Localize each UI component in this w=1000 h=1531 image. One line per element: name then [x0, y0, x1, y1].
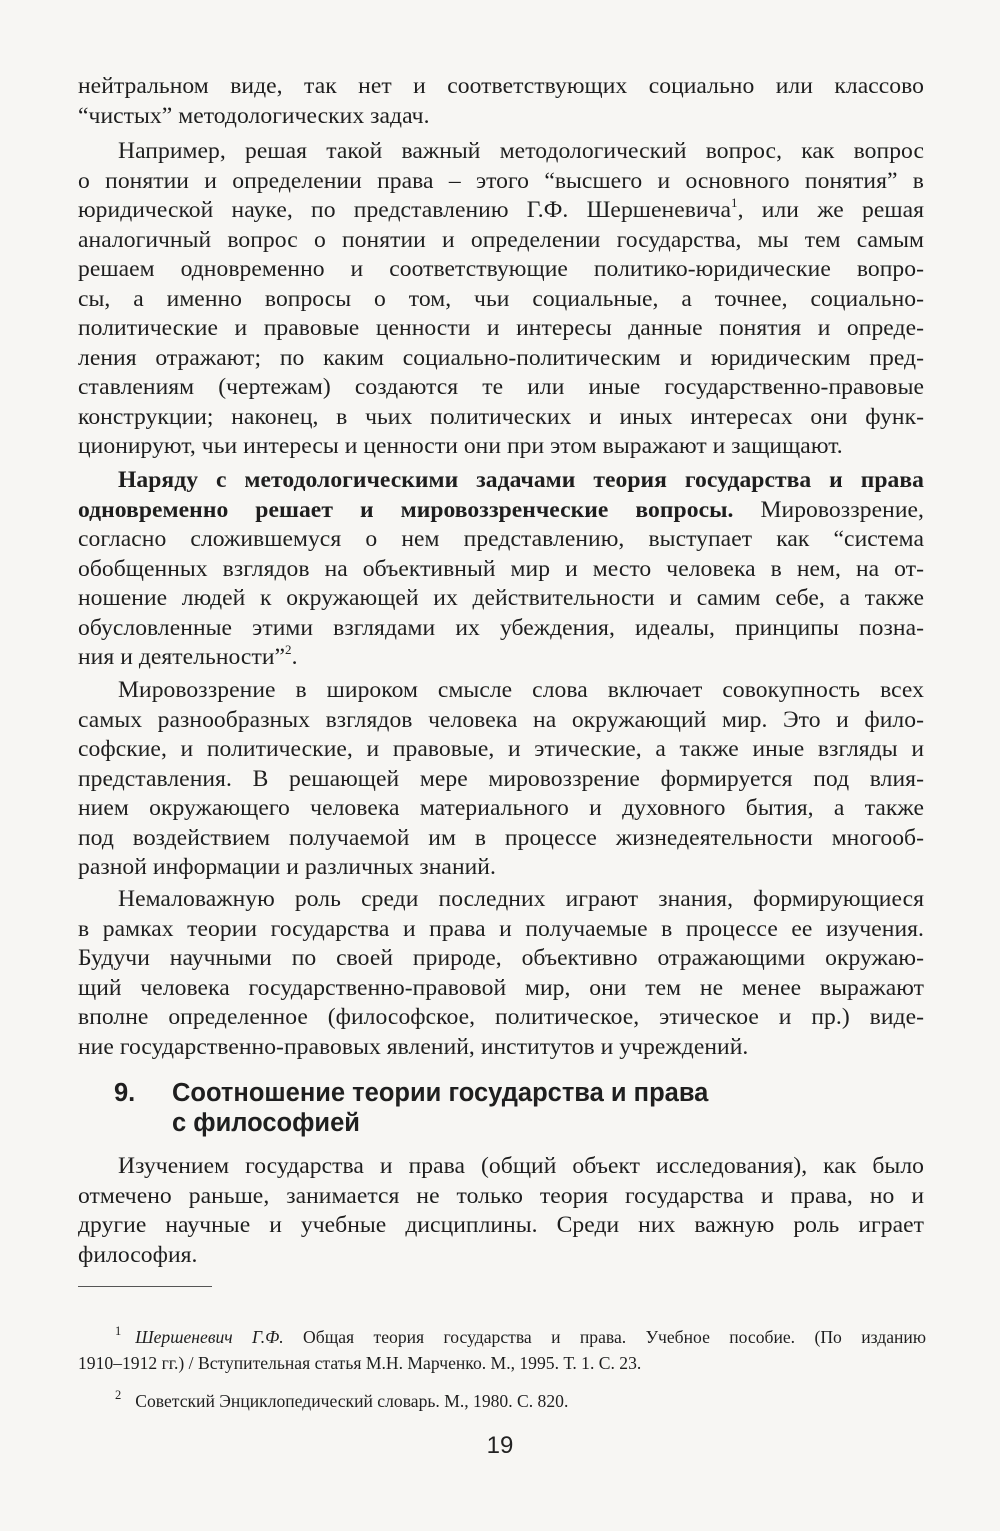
section-title	[172, 1078, 872, 1138]
text-line: “чистых” методологических задач.	[78, 102, 430, 129]
text-segment: юридической науке, по представлению Г.Ф. Шершеневича	[78, 197, 732, 223]
page-number: 19	[486, 1432, 514, 1459]
footnote-1	[78, 1324, 926, 1376]
text-line: Немаловажную роль среди последних играют знания, формирующиеся	[118, 886, 924, 912]
footnote-line	[78, 1388, 926, 1414]
text-line: самых разнообразных взглядов человека на окружающий мир. Это и фило-	[78, 706, 924, 733]
text-line	[78, 496, 924, 526]
text-line: конструкции; наконец, в чьих политических и иных интересах они функ-	[78, 403, 924, 430]
text-line: в рамках теории государства и права и получаемые в процессе ее изучения.	[78, 915, 924, 942]
paragraph-3	[78, 466, 924, 673]
text-line: представления. В решающей мере мировоззрение формируется под влия-	[78, 765, 924, 792]
text-line	[78, 643, 924, 673]
section-title-line: Соотношение теории государства и права	[172, 1079, 709, 1107]
text-line: обусловленные этими взглядами их убеждения, идеалы, принципы позна-	[78, 614, 924, 641]
text-line: Мировоззрение в широком смысле слова включает совокупность всех	[118, 677, 924, 703]
footnote-divider	[78, 1286, 212, 1287]
text-segment: ния и деятельности”	[78, 644, 286, 670]
text-line: Изучением государства и права (общий объект исследования), как было	[118, 1153, 924, 1179]
text-line: философия.	[78, 1241, 198, 1268]
text-line: Например, решая такой важный методологический вопрос, как вопрос	[118, 138, 924, 164]
footnote-line: 1910–1912 гг.) / Вступительная статья М.Н. Марченко. М., 1995. Т. 1. С. 23.	[78, 1353, 642, 1373]
paragraph-4	[78, 676, 924, 883]
text-line: вполне определенное (философское, политическое, этическое и пр.) виде-	[78, 1004, 924, 1030]
bold-text: Наряду с методологическими задачами теория государства и права	[118, 467, 924, 493]
text-line: решаем одновременно и соответствующие политико-юридические вопро-	[78, 256, 924, 282]
paragraph-2	[78, 137, 924, 462]
text-line: нием окружающего человека материального и духовного бытия, а также	[78, 795, 924, 821]
text-line: сы, а именно вопросы о том, чьи социальные, а точнее, социально-	[78, 285, 924, 312]
text-line: другие научные и учебные дисциплины. Среди них важную роль играет	[78, 1212, 924, 1238]
text-line: о понятии и определении права – этого “высшего и основного понятия” в	[78, 167, 924, 194]
paragraph-1	[78, 72, 924, 131]
footnote-mark: 1	[115, 1324, 122, 1338]
text-segment: , или же решая	[737, 197, 924, 223]
text-line	[78, 466, 924, 496]
footnote-ref-2[interactable]: 2	[285, 642, 292, 657]
text-line: ние государственно-правовых явлений, институтов и учреждений.	[78, 1033, 749, 1060]
footnote-line	[78, 1324, 926, 1350]
footnote-ref-1[interactable]: 1	[731, 195, 738, 210]
text-segment: Мировоззрение,	[733, 496, 924, 523]
text-line: ления отражают; по каким социально-политическим и юридическим пред-	[78, 344, 924, 371]
text-line: обобщенных взглядов на объективный мир и место человека в нем, на от-	[78, 555, 924, 582]
text-line: политические и правовые ценности и интересы данные понятия и опреде-	[78, 315, 924, 341]
footnote-mark: 2	[115, 1388, 122, 1402]
text-line: согласно сложившемуся о нем представлению, выступает как “система	[78, 526, 924, 552]
text-line	[78, 196, 924, 226]
text-line: софские, и политические, и правовые, и этические, а также иные взгляды и	[78, 736, 924, 762]
section-number: 9.	[114, 1079, 136, 1107]
text-line: под воздействием получаемой им в процессе жизнедеятельности многооб-	[78, 824, 924, 851]
paragraph-6	[78, 1152, 924, 1270]
text-line: разной информации и различных знаний.	[78, 854, 496, 880]
bold-text: одновременно решает и мировоззренческие вопросы.	[78, 496, 734, 523]
text-line: ставлениям (чертежам) создаются те или иные государственно-правовые	[78, 374, 924, 400]
paragraph-5	[78, 885, 924, 1062]
text-line: ционируют, чьи интересы и ценности они при этом выражают и защищают.	[78, 433, 843, 459]
text-segment: .	[291, 644, 298, 670]
footnote-text: Общая теория государства и права. Учебное пособие. (По изданию	[283, 1327, 926, 1347]
section-title-line: с философией	[172, 1109, 360, 1137]
footnote-author: Шершеневич Г.Ф.	[135, 1327, 284, 1347]
footnote-text: Советский Энциклопедический словарь. М., 1980. С. 820.	[135, 1391, 569, 1411]
text-line: щий человека государственно-правовой мир, они тем не менее выражают	[78, 974, 924, 1001]
text-line: ношение людей к окружающей их действительности и самим себе, а также	[78, 585, 924, 611]
text-line: Будучи научными по своей природе, объективно отражающими окружаю-	[78, 945, 924, 971]
text-line: аналогичный вопрос о понятии и определении государства, мы тем самым	[78, 226, 924, 253]
text-line: отмечено раньше, занимается не только теория государства и права, но и	[78, 1182, 924, 1209]
footnote-2	[78, 1388, 926, 1414]
text-line: нейтральном виде, так нет и соответствующих социально или классово	[78, 73, 924, 99]
